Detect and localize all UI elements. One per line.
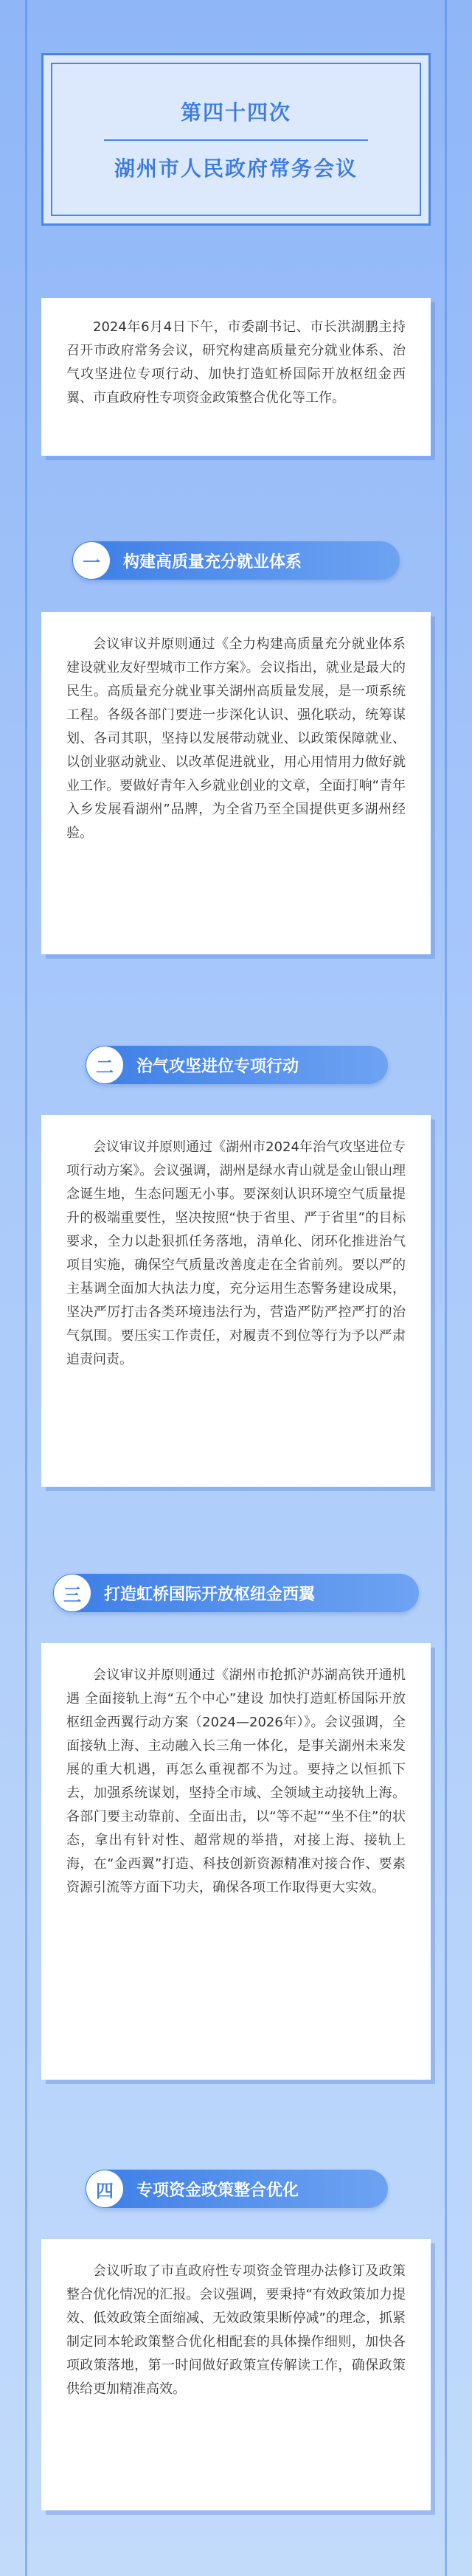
section-2-title: 治气攻坚进位专项行动 xyxy=(136,1057,299,1076)
section-1-body: 会议审议并原则通过《全力构建高质量充分就业体系建设就业友好型城市工作方案》。会议指出，就业是最大的民生。高质量充分就业事关湖州高质量发展，是一项系统工程。各级各部门要进一步深化认识、强化联动，统筹谋划、各司其职，坚持以发展带动就业、以政策保障就业、以创业驱动就业、以改革促进就业，用心用情用力做好就业工作。要做好青年入乡就业创业的文章，全面打响“青年入乡发展看湖州”品牌，为全省乃至全国提供更多湖州经验。 xyxy=(66,636,406,841)
right-decor-bar xyxy=(445,0,447,2576)
title-divider xyxy=(104,139,368,141)
section-2-card xyxy=(41,1115,431,1487)
left-decor-bar xyxy=(25,0,27,2576)
section-4-number: 四 xyxy=(86,2170,123,2207)
section-3-card xyxy=(41,1643,431,2080)
title-session: 第四十四次 xyxy=(180,100,291,125)
title-meeting-name: 湖州市人民政府常务会议 xyxy=(114,156,358,181)
section-4-header xyxy=(86,2170,388,2208)
section-1-card xyxy=(41,612,431,954)
section-3-header xyxy=(53,1574,419,1612)
intro-text: 2024年6月4日下午，市委副书记、市长洪湖鹏主持召开市政府常务会议，研究构建高质量充分就业体系、治气攻坚进位专项行动、加快打造虹桥国际开放枢纽金西翼、市直政府性专项资金政策整合优化等工作。 xyxy=(66,319,406,406)
section-2-header xyxy=(86,1046,388,1084)
section-1-number: 一 xyxy=(73,542,110,579)
section-3-title: 打造虹桥国际开放枢纽金西翼 xyxy=(104,1585,316,1604)
section-3-number: 三 xyxy=(54,1575,91,1611)
section-3-body: 会议审议并原则通过《湖州市抢抓沪苏湖高铁开通机遇 全面接轨上海“五个中心”建设 加快打造虹桥国际开放枢纽金西翼行动方案（2024—2026年）》。会议强调，全面接轨上海、主动融入长三角一体化，是事关湖州未来发展的重大机遇，再怎么重视都不为过。要持之以恒抓下去，加强系统谋划，坚持全市域、全领域主动接轨上海。各部门要主动靠前、全面出击，以“等不起”“坐不住”的状态，拿出有针对性、超常规的举措，对接上海、接轨上海，在“金西翼”打造、科技创新资源精准对接合作、要素资源引流等方面下功夫，确保各项工作取得更大实效。 xyxy=(66,1667,406,1895)
section-2-body: 会议审议并原则通过《湖州市2024年治气攻坚进位专项行动方案》。会议强调，湖州是绿水青山就是金山银山理念诞生地，生态问题无小事。要深刻认识环境空气质量提升的极端重要性，坚决按照“快于省里、严于省里”的目标要求，全力以赴狠抓任务落地，清单化、闭环化推进治气项目实施，确保空气质量改善度走在全省前列。要以严的主基调全面加大执法力度，充分运用生态警务建设成果，坚决严厉打击各类环境违法行为，营造严防严控严打的治气氛围。要压实工作责任，对履责不到位等行为予以严肃追责问责。 xyxy=(66,1139,406,1367)
section-1-title: 构建高质量充分就业体系 xyxy=(123,552,302,572)
section-1-header xyxy=(72,541,400,580)
section-4-body: 会议听取了市直政府性专项资金管理办法修订及政策整合优化情况的汇报。会议强调，要秉持“有效政策加力提效、低效政策全面缩减、无效政策果断停减”的理念，抓紧制定同本轮政策整合优化相配套的具体操作细则，加快各项政策落地，第一时间做好政策宣传解读工作，确保政策供给更加精准高效。 xyxy=(66,2263,406,2397)
title-frame xyxy=(41,53,431,226)
section-2-number: 二 xyxy=(86,1046,123,1083)
title-frame-inner xyxy=(51,63,421,216)
section-4-card xyxy=(41,2239,431,2510)
intro-card xyxy=(41,298,431,456)
section-4-title: 专项资金政策整合优化 xyxy=(136,2181,299,2200)
